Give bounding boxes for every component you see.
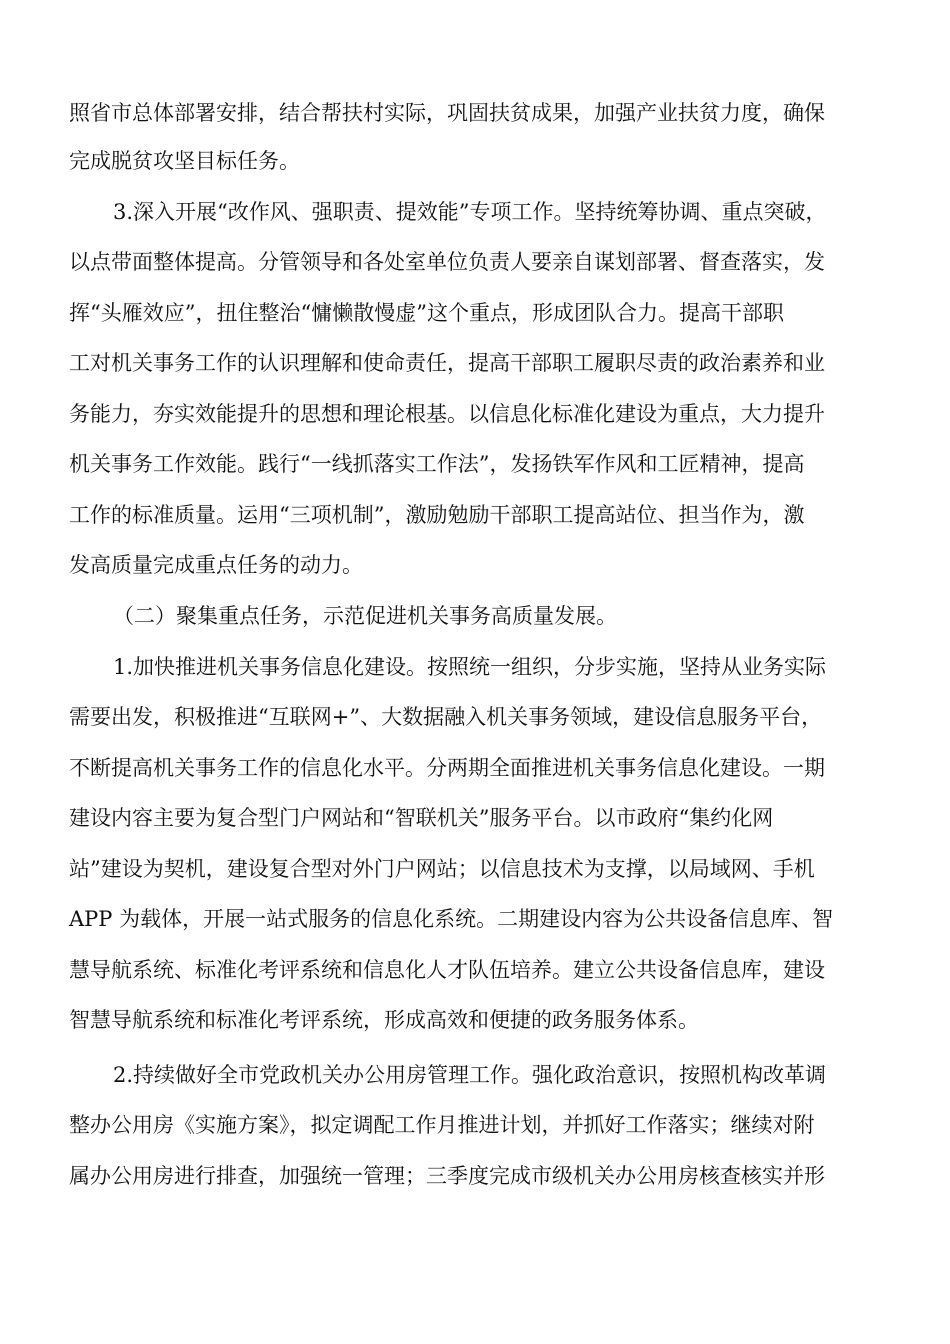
text-line: 属办公用房进行排查，加强统一管理；三季度完成市级机关办公用房核查核实并形	[69, 1164, 825, 1188]
text-line: 慧导航系统、标准化考评系统和信息化人才队伍培养。建立公共设备信息库，建设	[69, 958, 825, 982]
text-line: 务能力，夯实效能提升的思想和理论根基。以信息化标准化建设为重点，大力提升	[69, 402, 825, 426]
text-line: 完成脱贫攻坚目标任务。	[69, 149, 300, 173]
text-line: 工作的标准质量。运用“三项机制”，激励勉励干部职工提高站位、担当作为，激	[69, 503, 805, 527]
section-heading: （二）聚集重点任务，示范促进机关事务高质量发展。	[113, 604, 617, 628]
text-line: 需要出发，积极推进“互联网+”、大数据融入机关事务领域，建设信息服务平台，	[69, 705, 823, 729]
text-line: 2.持续做好全市党政机关办公用房管理工作。强化政治意识，按照机构改革调	[113, 1063, 827, 1087]
text-line: 发高质量完成重点任务的动力。	[69, 553, 363, 577]
text-line: 站”建设为契机，建设复合型对外门户网站；以信息技术为支撑，以局域网、手机	[69, 857, 815, 881]
text-line: 照省市总体部署安排，结合帮扶村实际，巩固扶贫成果，加强产业扶贫力度，确保	[69, 101, 825, 125]
text-line: 挥“头雁效应”，扭住整治“慵懒散慢虚”这个重点，形成团队合力。提高干部职	[69, 301, 784, 325]
text-line: 以点带面整体提高。分管领导和各处室单位负责人要亲自谋划部署、督查落实，发	[69, 250, 825, 274]
text-line: APP 为载体，开展一站式服务的信息化系统。二期建设内容为公共设备信息库、智	[69, 907, 834, 931]
text-line: 3.深入开展“改作风、强职责、提效能”专项工作。坚持统筹协调、重点突破，	[113, 200, 827, 224]
text-line: 智慧导航系统和标准化考评系统，形成高效和便捷的政务服务体系。	[69, 1008, 699, 1032]
text-line: 整办公用房《实施方案》，拟定调配工作月推进计划，并抓好工作落实；继续对附	[69, 1113, 815, 1137]
text-line: 工对机关事务工作的认识理解和使命责任，提高干部职工履职尽责的政治素养和业	[69, 351, 825, 375]
text-line: 建设内容主要为复合型门户网站和“智联机关”服务平台。以市政府“集约化网	[69, 806, 774, 830]
text-line: 机关事务工作效能。践行“一线抓落实工作法”，发扬铁军作风和工匠精神，提高	[69, 452, 805, 476]
text-line: 1.加快推进机关事务信息化建设。按照统一组织，分步实施，坚持从业务实际	[113, 655, 827, 679]
text-line: 不断提高机关事务工作的信息化水平。分两期全面推进机关事务信息化建设。一期	[69, 756, 825, 780]
